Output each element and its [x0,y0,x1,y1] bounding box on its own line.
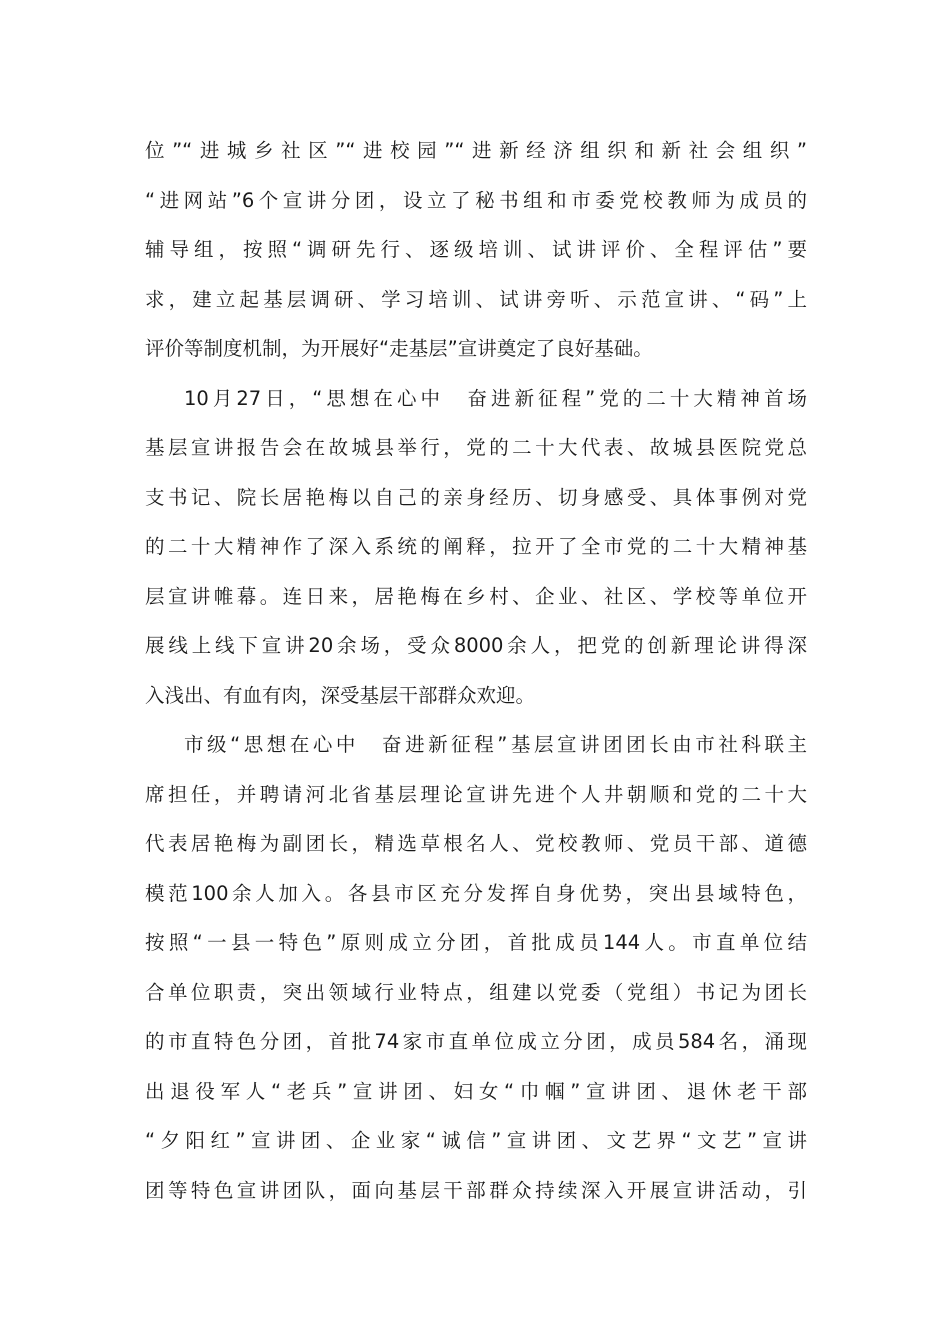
paragraph [145,720,807,1215]
text-line: 求，建立起基层调研、学习培训、试讲旁听、示范宣讲、“码”上 [145,287,807,311]
text-line: 层宣讲帷幕。连日来，居艳梅在乡村、企业、社区、学校等单位开 [145,584,807,608]
document-body [145,126,807,1215]
text-line: “夕阳红”宣讲团、企业家“诚信”宣讲团、文艺界“文艺”宣讲 [145,1129,807,1152]
text-line: 基层宣讲报告会在故城县举行，党的二十大代表、故城县医院党总 [145,436,807,459]
text-line: 出退役军人“老兵”宣讲团、妇女“巾帼”宣讲团、退休老干部 [145,1079,807,1103]
text-line: 评价等制度机制，为开展好“走基层”宣讲奠定了良好基础。 [145,337,653,360]
text-line: 展线上线下宣讲20余场，受众8000余人，把党的创新理论讲得深 [145,634,807,657]
text-line: 辅导组，按照“调研先行、逐级培训、试讲评价、全程评估”要 [145,238,807,261]
text-line: 合单位职责，突出领域行业特点，组建以党委（党组）书记为团长 [145,980,807,1004]
text-line: “进网站”6个宣讲分团，设立了秘书组和市委党校教师为成员的 [145,188,807,212]
text-line: 代表居艳梅为副团长，精选草根名人、党校教师、党员干部、道德 [145,832,807,855]
text-line: 入浅出、有血有肉，深受基层干部群众欢迎。 [145,683,536,707]
text-line: 团等特色宣讲团队，面向基层干部群众持续深入开展宣讲活动，引 [145,1178,807,1202]
text-line: 席担任，并聘请河北省基层理论宣讲先进个人井朝顺和党的二十大 [145,782,807,806]
text-line: 模范100余人加入。各县市区充分发挥自身优势，突出县域特色， [145,881,807,905]
text-line: 市级“思想在心中 奋进新征程”基层宣讲团团长由市社科联主 [184,733,807,756]
text-line: 位”“进城乡社区”“进校园”“进新经济组织和新社会组织” [145,139,807,162]
text-line: 按照“一县一特色”原则成立分团，首批成员144人。市直单位结 [145,931,807,954]
text-line: 10月27日，“思想在心中 奋进新征程”党的二十大精神首场 [184,386,807,410]
text-line: 支书记、院长居艳梅以自己的亲身经历、切身感受、具体事例对党 [145,485,807,509]
paragraph [145,126,807,374]
text-line: 的市直特色分团，首批74家市直单位成立分团，成员584名，涌现 [145,1030,807,1053]
paragraph [145,374,807,721]
text-line: 的二十大精神作了深入系统的阐释，拉开了全市党的二十大精神基 [145,535,807,558]
